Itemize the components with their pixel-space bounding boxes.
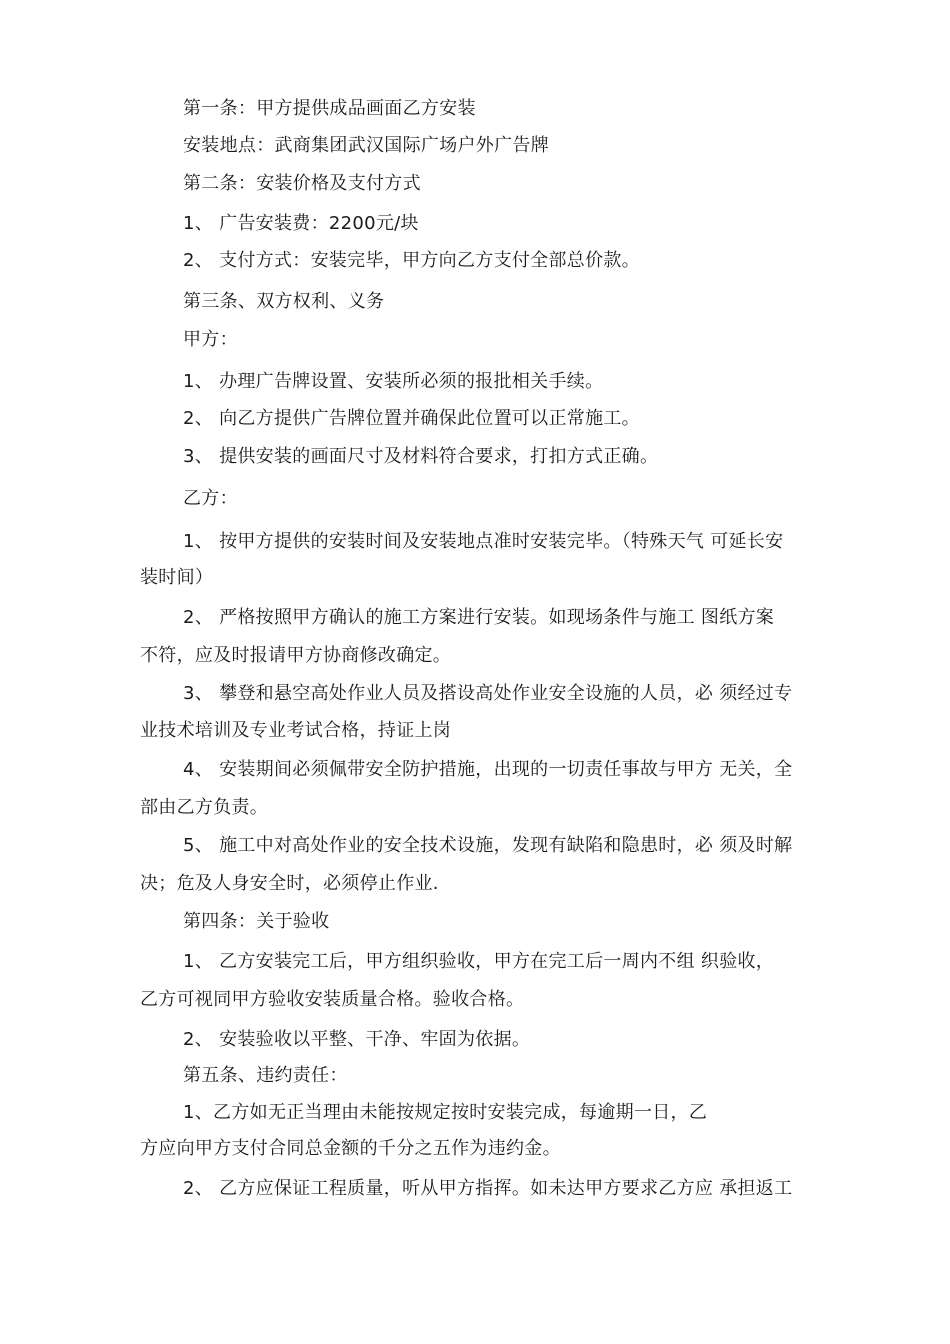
party-b-item-4-cont: 部由乙方负责。 bbox=[140, 797, 269, 818]
party-b-item-5-cont: 决；危及人身安全时，必须停止作业. bbox=[140, 873, 439, 894]
party-b-item-5: 5、 施工中对高处作业的安全技术设施，发现有缺陷和隐患时，必 须及时解 bbox=[183, 835, 793, 856]
party-b-item-4: 4、 安装期间必须佩带安全防护措施，出现的一切责任事故与甲方 无关，全 bbox=[183, 759, 793, 780]
clause-2-heading: 第二条：安装价格及支付方式 bbox=[183, 173, 421, 194]
clause-1-heading: 第一条：甲方提供成品画面乙方安装 bbox=[183, 98, 476, 119]
party-b-item-1-cont: 装时间） bbox=[140, 567, 214, 588]
clause-4-item-1: 1、 乙方安装完工后，甲方组织验收，甲方在完工后一周内不组 织验收， bbox=[183, 951, 775, 972]
clause-5-item-2: 2、 乙方应保证工程质量，听从甲方指挥。如未达甲方要求乙方应 承担返工 bbox=[183, 1178, 793, 1199]
clause-2-item-2: 2、 支付方式：安装完毕，甲方向乙方支付全部总价款。 bbox=[183, 250, 640, 271]
party-a-heading: 甲方： bbox=[183, 329, 238, 350]
clause-5-item-1-cont: 方应向甲方支付合同总金额的千分之五作为违约金。 bbox=[140, 1138, 561, 1159]
party-a-item-3: 3、 提供安装的画面尺寸及材料符合要求，打扣方式正确。 bbox=[183, 446, 659, 467]
party-a-item-2: 2、 向乙方提供广告牌位置并确保此位置可以正常施工。 bbox=[183, 408, 640, 429]
clause-4-item-1-cont: 乙方可视同甲方验收安装质量合格。验收合格。 bbox=[140, 989, 525, 1010]
clause-5-heading: 第五条、违约责任： bbox=[183, 1065, 348, 1086]
clause-4-item-2: 2、 安装验收以平整、干净、牢固为依据。 bbox=[183, 1029, 531, 1050]
party-b-item-2-cont: 不符，应及时报请甲方协商修改确定。 bbox=[140, 645, 452, 666]
party-b-item-2: 2、 严格按照甲方确认的施工方案进行安装。如现场条件与施工 图纸方案 bbox=[183, 607, 775, 628]
party-b-item-3-cont: 业技术培训及专业考试合格，持证上岗 bbox=[140, 720, 452, 741]
clause-4-heading: 第四条：关于验收 bbox=[183, 911, 330, 932]
clause-3-heading: 第三条、双方权利、义务 bbox=[183, 291, 385, 312]
party-b-heading: 乙方： bbox=[183, 488, 238, 509]
party-b-item-3: 3、 攀登和悬空高处作业人员及搭设高处作业安全设施的人员，必 须经过专 bbox=[183, 683, 793, 704]
party-a-item-1: 1、 办理广告牌设置、安装所必须的报批相关手续。 bbox=[183, 371, 604, 392]
clause-5-item-1: 1、乙方如无正当理由未能按规定按时安装完成，每逾期一日，乙 bbox=[183, 1102, 708, 1123]
clause-2-item-1: 1、 广告安装费：2200元/块 bbox=[183, 213, 419, 234]
install-location: 安装地点：武商集团武汉国际广场户外广告牌 bbox=[183, 135, 549, 156]
party-b-item-1: 1、 按甲方提供的安装时间及安装地点准时安装完毕。（特殊天气 可延长安 bbox=[183, 531, 784, 552]
